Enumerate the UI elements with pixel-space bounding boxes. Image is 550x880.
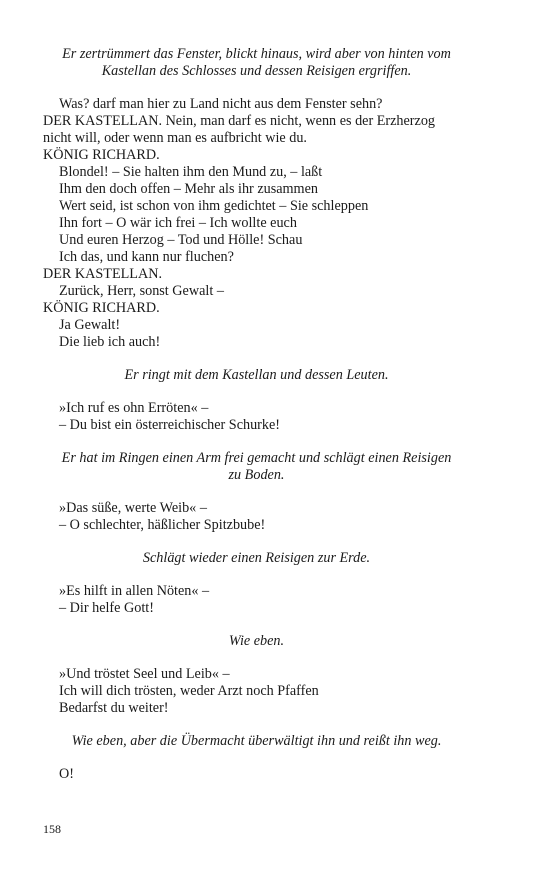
stage-direction-line: Schlägt wieder einen Reisigen zur Erde. — [142, 550, 371, 566]
stage-direction-line: Kastellan des Schlosses und dessen Reisigen ergriffen. — [101, 63, 412, 79]
verse-line: – O schlechter, häßlicher Spitzbube! — [59, 517, 266, 533]
verse-line: »Das süße, werte Weib« – — [59, 500, 207, 516]
speaker-name: KÖNIG RICHARD. — [43, 300, 160, 316]
verse-block-2 — [43, 500, 470, 534]
stage-direction-3 — [43, 450, 470, 484]
verse-block-3 — [43, 583, 470, 617]
verse-line: Ihm den doch offen – Mehr als ihr zusammen — [59, 181, 318, 197]
verse-line: »Es hilft in allen Nöten« – — [59, 583, 210, 599]
verse-line: Zurück, Herr, sonst Gewalt – — [59, 283, 224, 299]
verse-line: O! — [59, 766, 74, 782]
page-content — [43, 46, 470, 783]
speaker-line — [43, 113, 470, 130]
stage-direction-5 — [43, 633, 470, 650]
verse-line: Und euren Herzog – Tod und Hölle! Schau — [59, 232, 303, 248]
verse-line: Ihn fort – O wär ich frei – Ich wollte euch — [59, 215, 297, 231]
stage-direction-2 — [43, 367, 470, 384]
verse-line: »Und tröstet Seel und Leib« – — [59, 666, 230, 682]
speaker-name: DER KASTELLAN. — [43, 113, 163, 129]
stage-direction-6 — [43, 733, 470, 750]
verse-line: Blondel! – Sie halten ihm den Mund zu, – laßt — [59, 164, 323, 180]
verse-line: – Dir helfe Gott! — [59, 600, 154, 616]
stage-direction-line: Wie eben. — [228, 633, 285, 649]
speech-block-1 — [43, 96, 470, 351]
prose-line: nicht will, oder wenn man es aufbricht wie du. — [43, 130, 307, 146]
verse-line: Bedarfst du weiter! — [59, 700, 169, 716]
verse-block-1 — [43, 400, 470, 434]
verse-line: »Ich ruf es ohn Erröten« – — [59, 400, 209, 416]
speaker-name: KÖNIG RICHARD. — [43, 147, 160, 163]
prose-text: Nein, man darf es nicht, wenn es der Erzherzog — [162, 113, 436, 129]
verse-line: Die lieb ich auch! — [59, 334, 161, 350]
stage-direction-line: Er zertrümmert das Fenster, blickt hinaus, wird aber von hinten vom — [62, 46, 451, 62]
verse-line: Ich will dich trösten, weder Arzt noch Pfaffen — [59, 683, 319, 699]
stage-direction-1 — [43, 46, 470, 80]
stage-direction-line: Er ringt mit dem Kastellan und dessen Leuten. — [124, 367, 389, 383]
verse-block-4 — [43, 666, 470, 717]
final-block — [43, 766, 470, 783]
verse-line: Ich das, und kann nur fluchen? — [59, 249, 234, 265]
page-number: 158 — [43, 822, 61, 836]
verse-line: Was? darf man hier zu Land nicht aus dem Fenster sehn? — [59, 96, 383, 112]
verse-line: – Du bist ein österreichischer Schurke! — [59, 417, 281, 433]
stage-direction-line: Wie eben, aber die Übermacht überwältigt ihn und reißt ihn weg. — [71, 733, 442, 749]
stage-direction-line: zu Boden. — [228, 467, 285, 483]
stage-direction-line: Er hat im Ringen einen Arm frei gemacht und schlägt einen Reisigen — [61, 450, 452, 466]
verse-line: Wert seid, ist schon von ihm gedichtet – Sie schleppen — [59, 198, 369, 214]
verse-line: Ja Gewalt! — [59, 317, 121, 333]
stage-direction-4 — [43, 550, 470, 567]
speaker-name: DER KASTELLAN. — [43, 266, 163, 282]
